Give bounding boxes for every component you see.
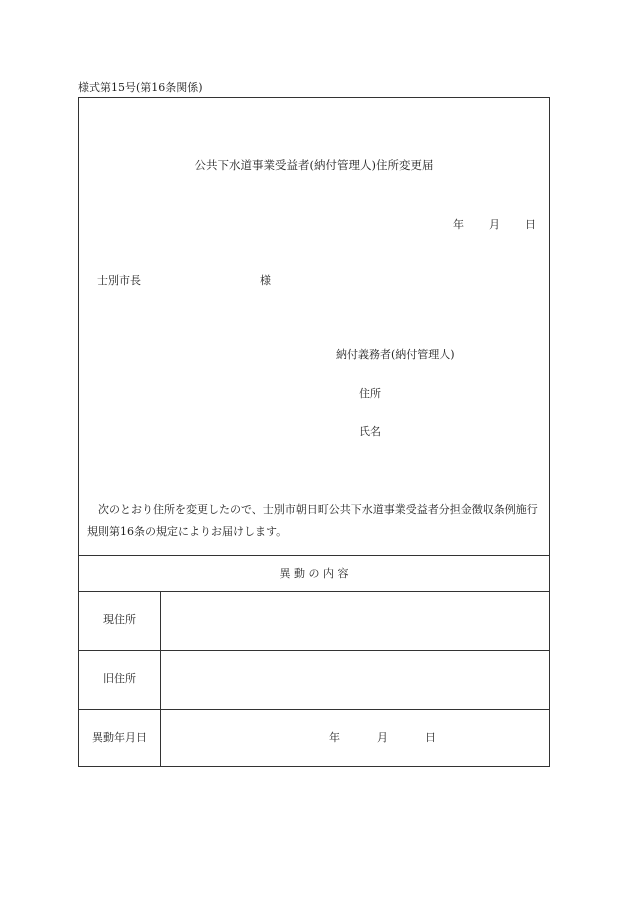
table-column-divider <box>160 591 161 766</box>
applicant-heading: 納付義務者(納付管理人) <box>336 348 455 361</box>
recipient-honorific: 様 <box>260 274 271 287</box>
table-header-divider <box>79 591 549 592</box>
form-frame <box>78 97 550 767</box>
change-date-year: 年 <box>329 731 340 744</box>
current-address-label: 現住所 <box>103 613 136 626</box>
date-month-label: 月 <box>489 218 500 231</box>
change-date-label: 異動年月日 <box>92 731 147 744</box>
change-date-month: 月 <box>377 731 388 744</box>
table-top-border <box>79 555 549 556</box>
date-year-label: 年 <box>453 218 464 231</box>
applicant-address-label: 住所 <box>359 387 381 400</box>
table-header: 異 動 の 内 容 <box>279 567 349 580</box>
intro-paragraph: 次のとおり住所を変更したので、士別市朝日町公共下水道事業受益者分担金徴収条例施行規則第16条の規定によりお届けします。 <box>87 503 538 538</box>
row-divider-1 <box>79 650 549 651</box>
change-date-day: 日 <box>425 731 436 744</box>
form-title: 公共下水道事業受益者(納付管理人)住所変更届 <box>194 158 434 172</box>
recipient-name: 士別市長 <box>97 274 141 287</box>
date-day-label: 日 <box>525 218 536 231</box>
form-number: 様式第15号(第16条関係) <box>78 81 203 94</box>
old-address-label: 旧住所 <box>103 672 136 685</box>
applicant-name-label: 氏名 <box>359 425 381 438</box>
row-divider-2 <box>79 709 549 710</box>
